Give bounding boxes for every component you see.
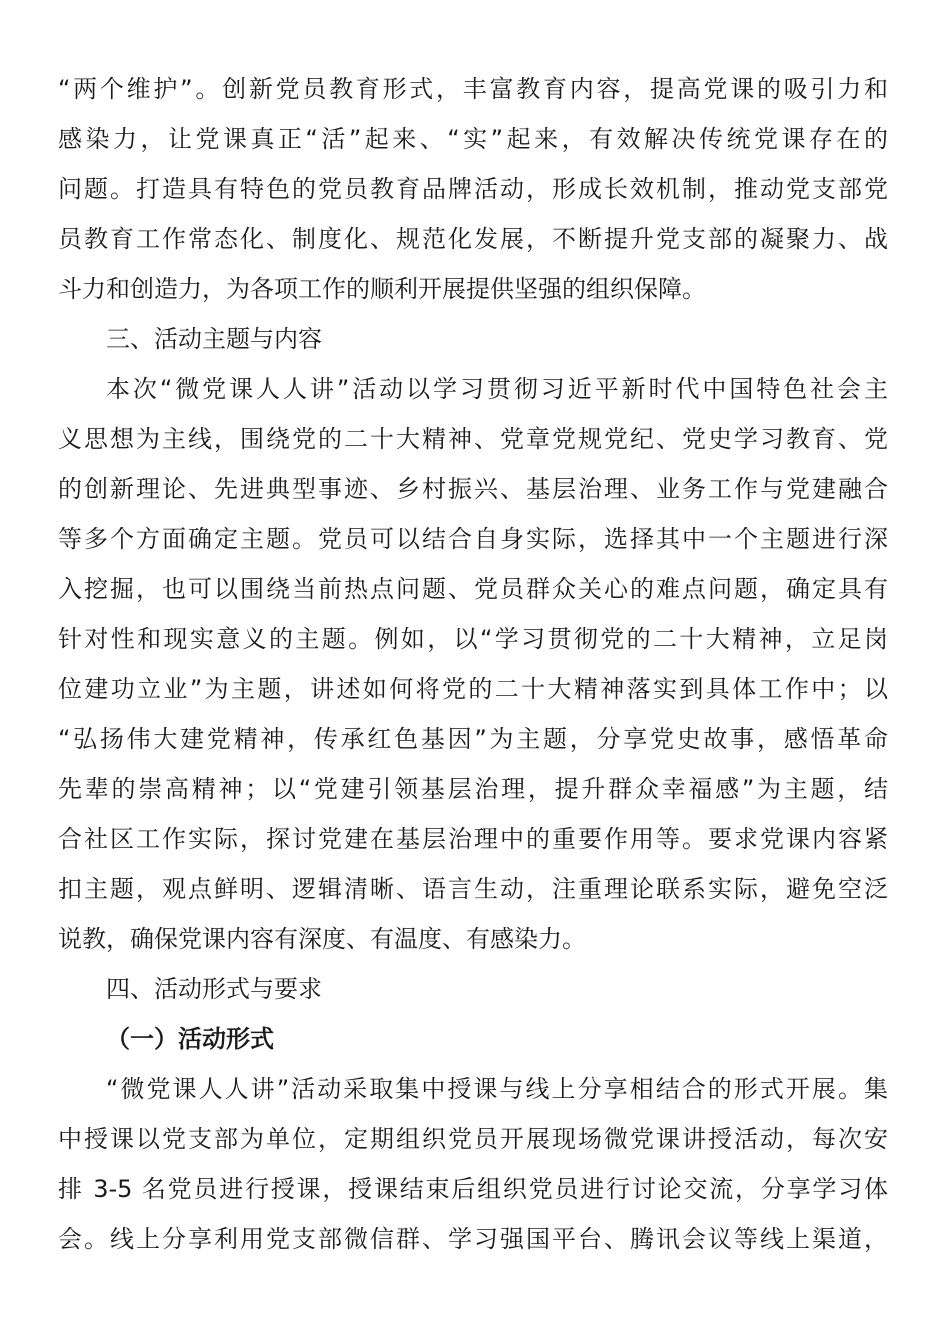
text-line: 等多个方面确定主题。党员可以结合自身实际，选择其中一个主题进行深	[58, 525, 888, 553]
text-line: 感染力，让党课真正“活”起来、“实”起来，有效解决传统党课存在的	[58, 125, 888, 153]
text-line: 问题。打造具有特色的党员教育品牌活动，形成长效机制，推动党支部党	[58, 175, 888, 203]
text-line: 先辈的崇高精神；以“党建引领基层治理，提升群众幸福感”为主题，结	[58, 775, 888, 803]
document-body	[58, 64, 888, 1264]
text-line: 排 3-5 名党员进行授课，授课结束后组织党员进行讨论交流，分享学习体	[58, 1175, 888, 1203]
text-line: 的创新理论、先进典型事迹、乡村振兴、基层治理、业务工作与党建融合	[58, 475, 888, 503]
text-line: “弘扬伟大建党精神，传承红色基因”为主题，分享党史故事，感悟革命	[58, 725, 888, 753]
text-line: 说教，确保党课内容有深度、有温度、有感染力。	[58, 925, 586, 953]
text-line: 斗力和创造力，为各项工作的顺利开展提供坚强的组织保障。	[58, 275, 706, 303]
text-line: 位建功立业”为主题，讲述如何将党的二十大精神落实到具体工作中；以	[58, 675, 888, 703]
text-line: “微党课人人讲”活动采取集中授课与线上分享相结合的形式开展。集	[106, 1075, 888, 1103]
text-line: “两个维护”。创新党员教育形式，丰富教育内容，提高党课的吸引力和	[58, 75, 888, 103]
paragraph-activity-form	[58, 1064, 888, 1264]
text-line: 针对性和现实意义的主题。例如，以“学习贯彻党的二十大精神，立足岗	[58, 625, 888, 653]
text-line: 本次“微党课人人讲”活动以学习贯彻习近平新时代中国特色社会主	[106, 375, 888, 403]
section-heading-form: 四、活动形式与要求	[106, 975, 322, 1003]
text-line: 义思想为主线，围绕党的二十大精神、党章党规党纪、党史学习教育、党	[58, 425, 888, 453]
section-heading-theme: 三、活动主题与内容	[106, 325, 322, 353]
paragraph-goals	[58, 64, 888, 314]
text-line: 中授课以党支部为单位，定期组织党员开展现场微党课讲授活动，每次安	[58, 1125, 888, 1153]
text-line: 合社区工作实际，探讨党建在基层治理中的重要作用等。要求党课内容紧	[58, 825, 888, 853]
text-line: 员教育工作常态化、制度化、规范化发展，不断提升党支部的凝聚力、战	[58, 225, 888, 253]
subsection-heading-activity-form: （一）活动形式	[106, 1025, 274, 1053]
text-line: 扣主题，观点鲜明、逻辑清晰、语言生动，注重理论联系实际，避免空泛	[58, 875, 888, 903]
text-line: 入挖掘，也可以围绕当前热点问题、党员群众关心的难点问题，确定具有	[58, 575, 888, 603]
text-line: 会。线上分享利用党支部微信群、学习强国平台、腾讯会议等线上渠道，	[58, 1225, 888, 1253]
paragraph-theme-content	[58, 364, 888, 964]
